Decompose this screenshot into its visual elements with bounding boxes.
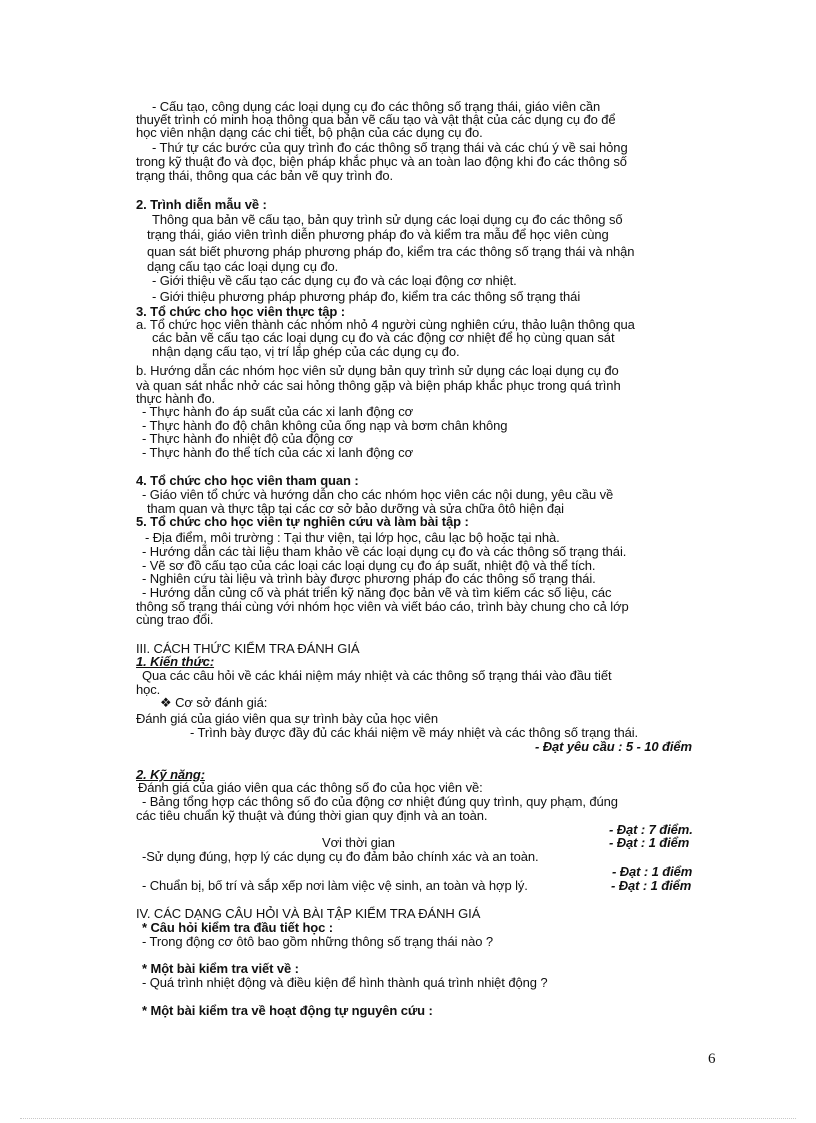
bullet-item: ❖ Cơ sở đánh giá: xyxy=(160,695,268,710)
paragraph-line: - Giáo viên tổ chức và hướng dẫn cho các nhóm học viên các nội dung, yêu cầu về xyxy=(142,487,614,502)
score-note: - Đạt : 1 điểm xyxy=(611,878,692,893)
paragraph-line: - Chuẩn bị, bố trí và sắp xếp nơi làm việc vệ sinh, an toàn và hợp lý. xyxy=(142,878,528,893)
list-item: - Thực hành đo độ chân không của ống nạp và bơm chân không xyxy=(142,418,508,433)
paragraph-line: -Sử dụng đúng, hợp lý các dụng cụ đo đảm bảo chính xác và an toàn. xyxy=(142,849,539,864)
paragraph-line: các bản vẽ cấu tạo các loại dụng cụ đo và các động cơ nhiệt để họ cùng quan sát xyxy=(152,330,615,345)
list-item: - Hướng dẫn củng cố và phát triển kỹ năng đọc bản vẽ và tìm kiếm các số liệu, các xyxy=(142,585,612,600)
subsection-heading: 1. Kiến thức: xyxy=(136,654,215,669)
chapter-heading: III. CÁCH THỨC KIỂM TRA ĐÁNH GIÁ xyxy=(136,641,360,656)
paragraph-line: - Thứ tự các bước của quy trình đo các thông số trạng thái và các chú ý về sai hỏng xyxy=(152,140,628,155)
paragraph-line: a. Tổ chức học viên thành các nhóm nhỏ 4 người cùng nghiên cứu, thảo luận thông qua xyxy=(136,317,635,332)
paragraph-line: Thông qua bản vẽ cấu tạo, bản quy trình sử dụng các loại dụng cụ đo các thông số xyxy=(152,212,623,227)
list-item: - Giới thiệu về cấu tạo các dụng cụ đo và các loại động cơ nhiệt. xyxy=(152,273,517,288)
paragraph-line: Vơi thời gian xyxy=(322,835,395,850)
paragraph-line: thông số trạng thái cùng với nhóm học viên và viết báo cáo, trình bày chung cho cả lớp xyxy=(136,599,629,614)
score-note: - Đạt yêu cầu : 5 - 10 điểm xyxy=(535,739,692,754)
paragraph-line: Đánh giá của giáo viên qua các thông số đo của học viên về: xyxy=(138,780,483,795)
paragraph-line: - Trình bày được đầy đủ các khái niệm về máy nhiệt và các thông số trạng thái. xyxy=(190,725,639,740)
paragraph-line: học viên nhận dạng các chi tiết, bộ phận của các dụng cụ đo. xyxy=(136,125,483,140)
section-heading: 5. Tổ chức cho học viên tự nghiên cứu và làm bài tập : xyxy=(136,514,469,529)
list-item: - Vẽ sơ đồ cấu tạo của các loại các loại dụng cụ đo áp suất, nhiệt độ và thể tích. xyxy=(142,558,596,573)
page-number: 6 xyxy=(708,1051,716,1067)
section-heading: 3. Tổ chức cho học viên thực tập : xyxy=(136,304,346,319)
question-heading: * Một bài kiểm tra về hoạt động tự nguyên cứu : xyxy=(142,1003,433,1018)
paragraph-line: trạng thái, thông qua các bản vẽ quy trình đo. xyxy=(136,168,394,183)
paragraph-line: các tiêu chuẩn kỹ thuật và đúng thời gian quy định và an toàn. xyxy=(136,808,488,823)
paragraph-line: Đánh giá của giáo viên qua sự trình bày của học viên xyxy=(136,711,438,726)
paragraph-line: quan sát biết phương pháp phương pháp đo, kiểm tra các thông số trạng thái và nhận xyxy=(147,244,635,259)
question-heading: * Câu hỏi kiểm tra đầu tiết học : xyxy=(142,920,334,935)
paragraph-line: - Quá trình nhiệt động và điều kiện để hình thành quá trình nhiệt động ? xyxy=(142,975,548,990)
list-item: - Hướng dẫn các tài liệu tham khảo về các loại dụng cụ đo và các thông số trạng thái. xyxy=(142,544,627,559)
list-item: - Thực hành đo nhiệt độ của động cơ xyxy=(142,431,353,446)
paragraph-line: - Cấu tạo, công dụng các loại dụng cụ đo các thông số trạng thái, giáo viên cần xyxy=(152,99,601,114)
score-note: - Đạt : 1 điểm xyxy=(612,864,693,879)
chapter-heading: IV. CÁC DẠNG CÂU HỎI VÀ BÀI TẬP KIỂM TRA ĐÁNH GIÁ xyxy=(136,906,481,921)
paragraph-line: trạng thái, giáo viên trình diễn phương pháp đo và kiểm tra mẫu để học viên cùng xyxy=(147,227,609,242)
list-item: - Thực hành đo thể tích của các xi lanh động cơ xyxy=(142,445,414,460)
list-item: - Địa điểm, môi trường : Tại thư viện, tại lớp học, câu lạc bộ hoặc tại nhà. xyxy=(145,530,560,545)
section-heading: 4. Tổ chức cho học viên tham quan : xyxy=(136,473,359,488)
paragraph-line: - Bảng tổng hợp các thông số đo của động cơ nhiệt đúng quy trình, quy phạm, đúng xyxy=(142,794,618,809)
paragraph-line: dạng cấu tạo các loại dụng cụ đo. xyxy=(147,259,339,274)
score-note: - Đạt : 1 điểm xyxy=(609,835,690,850)
list-item: - Nghiên cứu tài liệu và trình bày được phương pháp đo các thông số trạng thái. xyxy=(142,571,596,586)
score-note: - Đạt : 7 điểm. xyxy=(609,822,693,837)
paragraph-line: cùng trao đổi. xyxy=(136,612,214,627)
page-bottom-divider xyxy=(20,1118,796,1119)
paragraph-line: trong kỹ thuật đo và đọc, biện pháp khắc phục và an toàn lao động khi đo các thông số xyxy=(136,154,627,169)
question-heading: * Một bài kiểm tra viết về : xyxy=(142,961,299,976)
list-item: - Thực hành đo áp suất của các xi lanh động cơ xyxy=(142,404,414,419)
section-heading: 2. Trình diễn mẫu về : xyxy=(136,197,267,212)
paragraph-line: tham quan và thực tập tại các cơ sở bảo dưỡng và sửa chữa ôtô hiện đại xyxy=(147,501,564,516)
paragraph-line: thuyết trình có minh hoạ thông qua bản vẽ cấu tạo và vật thật của các dụng cụ đo để xyxy=(136,112,616,127)
paragraph-line: và quan sát nhắc nhở các sai hỏng thông gặp và biện pháp khắc phục trong quá trình xyxy=(136,378,621,393)
paragraph-line: - Trong động cơ ôtô bao gồm những thông số trạng thái nào ? xyxy=(142,934,494,949)
paragraph-line: Qua các câu hỏi về các khái niệm máy nhiệt và các thông số trạng thái vào đầu tiết xyxy=(142,668,612,683)
subsection-heading: 2. Kỹ năng: xyxy=(136,767,205,782)
paragraph-line: thực hành đo. xyxy=(136,391,215,406)
paragraph-line: học. xyxy=(136,682,161,697)
paragraph-line: nhận dạng cấu tạo, vị trí lắp ghép của các dụng cụ đo. xyxy=(152,344,460,359)
paragraph-line: b. Hướng dẫn các nhóm học viên sử dụng bản quy trình sử dụng các loại dụng cụ đo xyxy=(136,363,619,378)
list-item: - Giới thiệu phương pháp phương pháp đo, kiểm tra các thông số trạng thái xyxy=(152,289,581,304)
